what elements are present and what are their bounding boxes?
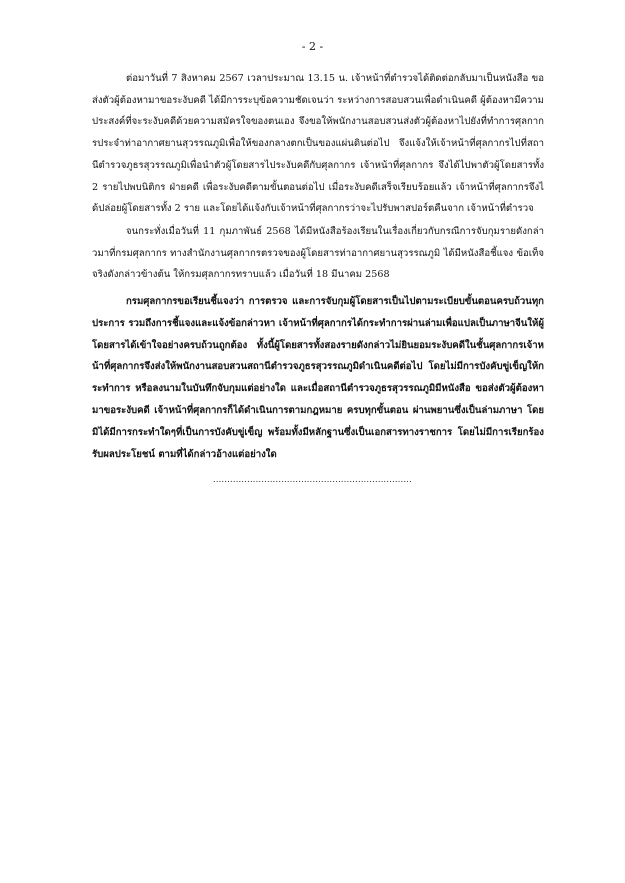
paragraph-customs-clarification [92, 291, 544, 465]
end-divider: ...................................................................... [212, 475, 412, 484]
paragraph-complaint [92, 221, 544, 286]
paragraph-text: ต่อมาวันที่ 7 สิงหาคม 2567 เวลาประมาณ 13.15 น. เจ้าหน้าที่ตำรวจได้ติดต่อกลับมาเป็นหนังสือ ขอส่งตัวผู้ต้องหามาขอระงับคดี ได้มีการระบุข้อความชัดเจนว่า ระหว่างการสอบสวนเพื่อดำเนินคดี ผู้ต้องหามีความประสงค์ที่จะระงับคดีด้วยความสมัครใจของตนเอง จึงขอให้พนักงานสอบสวนส่งตัวผู้ต้องหาไปยังที่ทำการศุลกากรประจำท่าอากาศยานสุวรรณภูมิเพื่อให้ของกลางตกเป็นของแผ่นดินต่อไป จึงแจ้งให้เจ้าหน้าที่ศุลกากรไปที่สถานีตำรวจภูธรสุวรรณภูมิเพื่อนำตัวผู้โดยสารไประงับคดีกับศุลกากร เจ้าหน้าที่ศุลกากร จึงได้ไปพาตัวผู้โดยสารทั้ง 2 รายไปพบนิติกร ฝ่ายคดี เพื่อระงับคดีตามขั้นตอนต่อไป เมื่อระงับคดีเสร็จเรียบร้อยแล้ว เจ้าหน้าที่ศุลกากรจึงได้ปล่อยผู้โดยสารทั้ง 2 ราย และโดยได้แจ้งกับเจ้าหน้าที่ศุลกากรว่าจะไปรับพาสปอร์ตคืนจาก เจ้าหน้าที่ตำรวจ [92, 73, 544, 215]
paragraph-text: จนกระทั่งเมื่อวันที่ 11 กุมภาพันธ์ 2568 ได้มีหนังสือร้องเรียนในเรื่องเกี่ยวกับกรณีการจับกุมรายดังกล่าวมาที่กรมศุลกากร ทางสำนักงานศุลกากรตรวจของผู้โดยสารท่าอากาศยานสุวรรณภูมิ ได้มีหนังสือชี้แจง ข้อเท็จจริงดังกล่าวข้างต้น ให้กรมศุลกากรทราบแล้ว เมื่อวันที่ 18 มีนาคม 2568 [92, 226, 544, 281]
paragraph-arrest-followup [92, 68, 544, 220]
page-number: - 2 - [301, 40, 324, 53]
paragraph-text: กรมศุลกากรขอเรียนชี้แจงว่า การตรวจ และการจับกุมผู้โดยสารเป็นไปตามระเบียบขั้นตอนครบถ้วนทุกประการ รวมถึงการชี้แจงและแจ้งข้อกล่าวหา เจ้าหน้าที่ศุลกากรได้กระทำการผ่านล่ามเพื่อแปลเป็นภาษาจีนให้ผู้โดยสารได้เข้าใจอย่างครบถ้วนถูกต้อง ทั้งนี้ผู้โดยสารทั้งสองรายดังกล่าวไม่ยินยอมระงับคดีในชั้นศุลกากรเจ้าหน้าที่ศุลกากรจึงส่งให้พนักงานสอบสวนสถานีตำรวจภูธรสุวรรณภูมิดำเนินคดีต่อไป โดยไม่มีการบังคับขู่เข็ญให้กระทำการ หรือลงนามในบันทึกจับกุมแต่อย่างใด และเมื่อสถานีตำรวจภูธรสุวรรณภูมิมีหนังสือ ขอส่งตัวผู้ต้องหามาขอระงับคดี เจ้าหน้าที่ศุลกากรก็ได้ดำเนินการตามกฎหมาย ครบทุกขั้นตอน ผ่านพยานซึ่งเป็นล่ามภาษา โดยมิได้มีการกระทำใดๆที่เป็นการบังคับขู่เข็ญ พร้อมทั้งมีหลักฐานซึ่งเป็นเอกสารทางราชการ โดยไม่มีการเรียกร้องรับผลประโยชน์ ตามที่ได้กล่าวอ้างแต่อย่างใด [92, 296, 544, 460]
